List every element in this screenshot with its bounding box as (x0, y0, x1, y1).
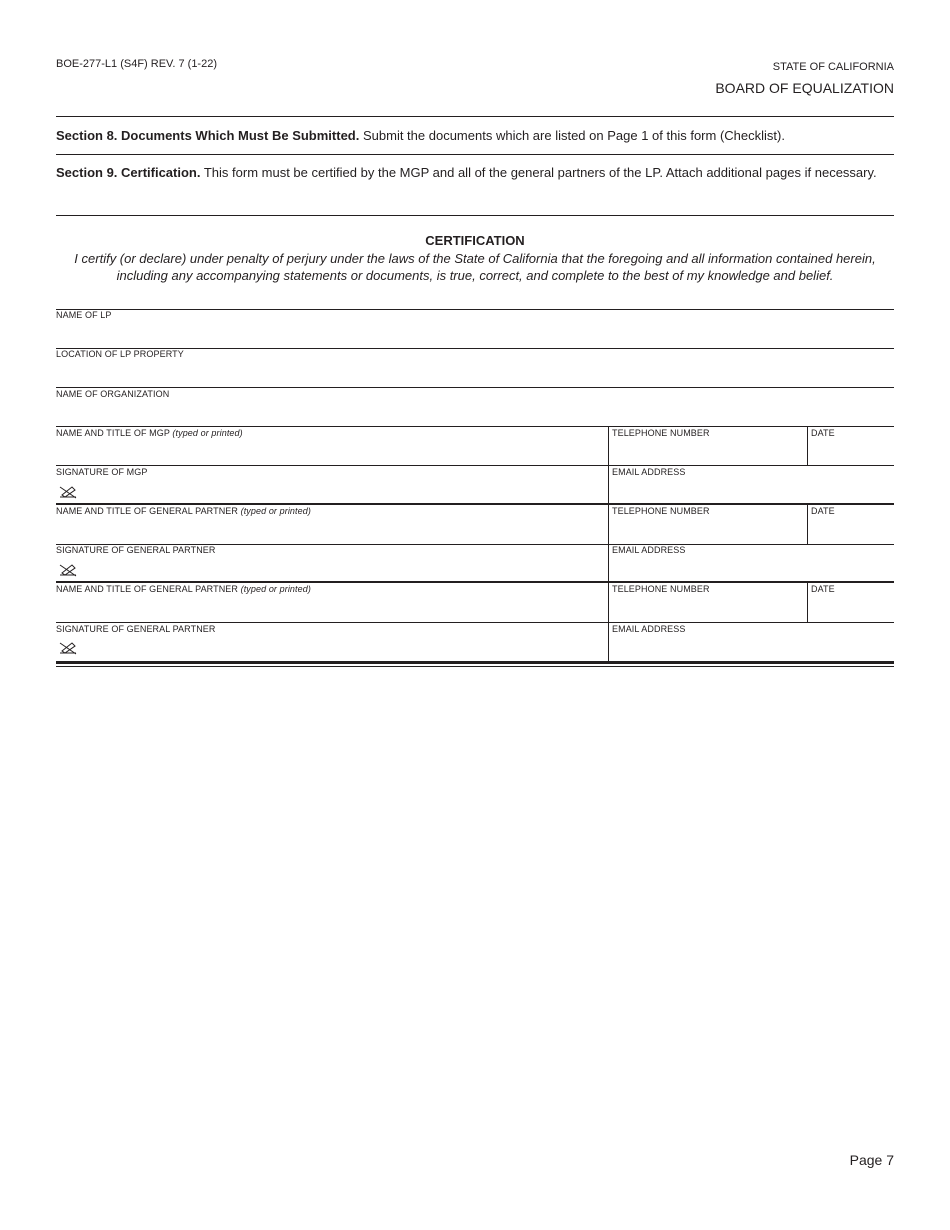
gp2-name-field[interactable] (56, 581, 894, 583)
gp2-email-label: EMAIL ADDRESS (612, 624, 686, 634)
gp1-name-label: NAME AND TITLE OF GENERAL PARTNER (typed or printed) (56, 506, 311, 516)
gp2-signature-label: SIGNATURE OF GENERAL PARTNER (56, 624, 216, 634)
divider (807, 582, 808, 622)
name-of-lp-field[interactable] (56, 309, 894, 310)
pen-signature-icon (58, 485, 78, 499)
gp1-signature-label: SIGNATURE OF GENERAL PARTNER (56, 545, 216, 555)
mgp-date-label: DATE (811, 428, 835, 438)
mgp-signature-label: SIGNATURE OF MGP (56, 467, 148, 477)
state-name: STATE OF CALIFORNIA (772, 61, 894, 73)
gp2-name-label: NAME AND TITLE OF GENERAL PARTNER (typed or printed) (56, 584, 311, 594)
name-of-lp-label: NAME OF LP (56, 310, 112, 320)
pen-signature-icon (58, 563, 78, 577)
gp1-telephone-label: TELEPHONE NUMBER (612, 506, 710, 516)
certification-statement: I certify (or declare) under penalty of perjury under the laws of the State of California that the foregoing and all information contained herein, including any accompanying statements or documents, is true, correct, and complete to the best of my knowledge and belief. (74, 251, 876, 283)
gp1-name-field[interactable] (56, 503, 894, 505)
section-8 (56, 127, 894, 144)
mgp-telephone-label: TELEPHONE NUMBER (612, 428, 710, 438)
column-divider (608, 426, 609, 662)
divider (56, 154, 894, 155)
mgp-email-label: EMAIL ADDRESS (612, 467, 686, 477)
section-8-text: Submit the documents which are listed on Page 1 of this form (Checklist). (359, 128, 785, 143)
divider (807, 504, 808, 544)
gp2-date-label: DATE (811, 584, 835, 594)
page-number: Page 7 (849, 1152, 894, 1168)
section-9-heading: Section 9. Certification. (56, 165, 201, 180)
organization-field[interactable] (56, 387, 894, 388)
divider (56, 666, 894, 667)
divider (56, 116, 894, 117)
mgp-signature-field[interactable] (56, 465, 894, 466)
gp2-telephone-label: TELEPHONE NUMBER (612, 584, 710, 594)
board-name: BOARD OF EQUALIZATION (715, 80, 894, 96)
mgp-name-label: NAME AND TITLE OF MGP (typed or printed) (56, 428, 243, 438)
divider (56, 215, 894, 216)
gp1-email-label: EMAIL ADDRESS (612, 545, 686, 555)
divider (807, 426, 808, 465)
section-9 (56, 164, 894, 181)
organization-label: NAME OF ORGANIZATION (56, 389, 170, 399)
gp1-date-label: DATE (811, 506, 835, 516)
gp2-signature-field[interactable] (56, 622, 894, 623)
form-number: BOE-277-L1 (S4F) REV. 7 (1-22) (56, 58, 217, 70)
certification-title: CERTIFICATION (425, 233, 525, 248)
mgp-name-field[interactable] (56, 426, 894, 427)
section-9-text: This form must be certified by the MGP and all of the general partners of the LP. Attach additional pages if necessary. (200, 165, 877, 180)
section-8-heading: Section 8. Documents Which Must Be Submitted. (56, 128, 360, 143)
pen-signature-icon (58, 641, 78, 655)
location-label: LOCATION OF LP PROPERTY (56, 349, 184, 359)
divider (56, 661, 894, 664)
